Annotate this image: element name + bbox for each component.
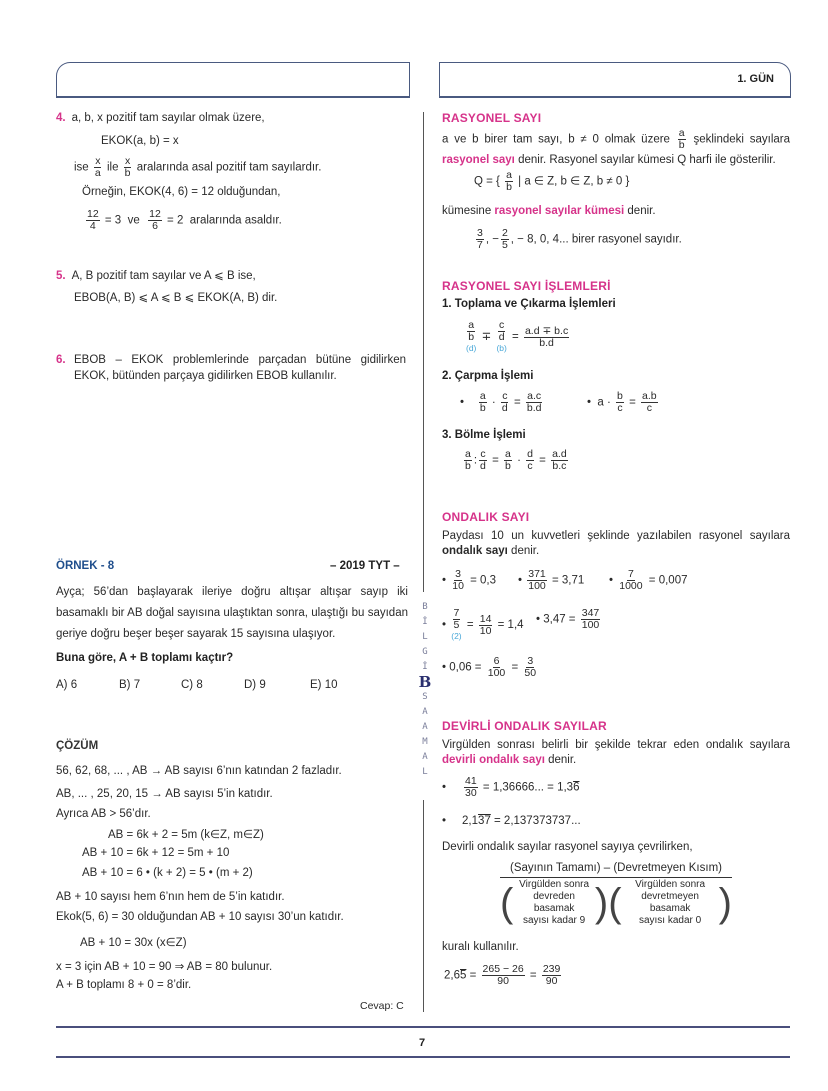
denominator: b	[468, 331, 475, 343]
devirli-rule-fraction	[500, 862, 732, 927]
text: a ·	[597, 396, 611, 409]
numerator: c	[480, 448, 486, 460]
highlight-term: devirli ondalık sayı	[442, 754, 545, 766]
option-e: E) 10	[310, 679, 338, 691]
item-4-line1	[56, 112, 265, 124]
operator: =	[629, 396, 636, 409]
devirli-final-example	[444, 964, 563, 987]
repeating-digits: 37	[478, 815, 491, 827]
numerator: c	[502, 390, 508, 402]
highlight-term: rasyonel sayı	[442, 154, 515, 166]
value: = 3,71	[551, 574, 585, 587]
denominator: 90	[497, 975, 509, 987]
formula-carpma-1	[460, 391, 544, 414]
bullet: •	[442, 815, 447, 827]
repeating-digits: 6	[573, 781, 580, 794]
text: Q = {	[474, 175, 500, 188]
repeating-digits: 5	[460, 969, 467, 982]
ondalik-example-3	[609, 569, 688, 592]
rasyonel-paragraph	[442, 128, 790, 169]
devirli-example-1	[442, 776, 579, 799]
option-a: A) 6	[56, 679, 78, 691]
example-source: – 2019 TYT –	[330, 560, 400, 572]
bullet: •	[587, 396, 592, 409]
numerator: a	[505, 448, 511, 460]
footer-rule-bottom	[56, 1056, 790, 1058]
ondalik-paragraph	[442, 529, 790, 559]
operator: =	[513, 396, 521, 409]
text: denir.	[511, 545, 540, 557]
paren-left: (	[608, 881, 622, 925]
brand-letter: A	[422, 752, 428, 762]
formula-carpma-2	[587, 391, 660, 414]
denominator: b	[124, 167, 131, 179]
denominator: 1000	[619, 580, 643, 592]
solution-line: AB + 10 = 6 • (k + 2) = 5 • (m + 2)	[82, 867, 253, 879]
numerator: x	[124, 155, 131, 167]
text: = 2	[167, 214, 184, 227]
numerator: a	[678, 127, 685, 139]
operator: ·	[491, 396, 496, 409]
text: 2,6	[444, 969, 460, 982]
footer-rule-top	[56, 1026, 790, 1028]
bullet: •	[536, 613, 541, 626]
text: ve	[127, 214, 140, 227]
day-label: 1. GÜN	[737, 73, 774, 85]
fraction	[618, 569, 643, 592]
numerator: 265 − 26	[482, 963, 524, 975]
denominator: 5	[453, 619, 460, 631]
expansion-hint: (2)	[451, 631, 462, 641]
brand-letter: A	[422, 722, 428, 732]
column-divider-top	[423, 112, 424, 592]
fraction	[479, 391, 487, 414]
set-definition	[474, 170, 629, 193]
numerator: a	[465, 448, 471, 460]
item-4-example-fracs	[84, 209, 282, 232]
denominator: 50	[524, 667, 537, 679]
text: sayısı kadar 9	[522, 915, 586, 926]
bullet: •	[442, 661, 447, 674]
denominator: b	[506, 181, 512, 193]
numerator: c	[499, 319, 505, 331]
item-4-line3	[74, 156, 321, 179]
solution-line: AB = 6k + 2 = 5m (k∈Z, m∈Z)	[108, 829, 264, 841]
denominator: d	[480, 460, 486, 472]
text: devreden basamak	[533, 891, 575, 914]
denominator: 100	[528, 580, 546, 592]
numerator: 12	[149, 208, 161, 220]
brand-letter: L	[422, 767, 428, 777]
denominator: b	[505, 460, 511, 472]
side-brand	[418, 600, 432, 780]
denominator: 5	[501, 239, 508, 251]
rule-denominator-part-1	[500, 879, 608, 927]
heading-ondalik: ONDALIK SAYI	[442, 510, 530, 524]
text: = 2,137373737...	[490, 815, 581, 827]
bullet: •	[460, 396, 465, 409]
fraction	[476, 228, 484, 251]
fraction	[86, 209, 100, 232]
fraction	[524, 326, 569, 349]
text: kümesine	[442, 205, 492, 217]
item-number: 6.	[56, 354, 66, 366]
brand-letter: B	[422, 602, 428, 612]
numerator: 239	[542, 963, 561, 975]
header-right-box	[439, 62, 791, 98]
numerator: 7	[627, 568, 634, 580]
fraction	[504, 449, 512, 472]
item-5-line2: EBOB(A, B) ⩽ A ⩽ B ⩽ EKOK(A, B) dir.	[74, 292, 278, 304]
denominator: b	[479, 402, 486, 414]
paren-content	[622, 879, 719, 927]
numerator: b	[617, 390, 623, 402]
operator: =	[492, 454, 499, 467]
item-6	[56, 352, 406, 384]
text: Virgülden sonra	[519, 879, 590, 890]
solution-line: AB, ... , 25, 20, 15 → AB sayısı 5’in katıdır.	[56, 788, 273, 800]
bullet: •	[442, 574, 447, 587]
text: ile	[106, 161, 119, 174]
column-divider-bottom	[423, 800, 424, 1012]
denominator: 90	[545, 975, 558, 987]
numerator: 41	[465, 775, 477, 787]
highlight-term: ondalık sayı	[442, 545, 508, 557]
operator: ·	[517, 454, 521, 467]
text: devretmeyen basamak	[641, 891, 699, 914]
value: = 1,4	[497, 619, 524, 632]
text: şeklindeki sayılara	[693, 133, 791, 146]
numerator: 3	[455, 568, 461, 580]
item-text: A, B pozitif tam sayılar ve A ⩽ B ise,	[71, 270, 256, 282]
denominator: c	[617, 402, 623, 414]
fraction	[451, 569, 465, 592]
denominator: c	[527, 460, 533, 472]
operator: :	[473, 454, 478, 467]
brand-letter: L	[422, 632, 428, 642]
fraction	[551, 449, 568, 472]
option-b: B) 7	[119, 679, 141, 691]
numerator: a.c	[527, 390, 542, 402]
formula-bolme	[462, 449, 570, 472]
formula-toplama	[464, 320, 571, 354]
paren-right: )	[594, 881, 609, 925]
numerator: 7	[453, 607, 460, 619]
operator: =	[466, 619, 474, 632]
numerator: a.d	[552, 448, 567, 460]
fraction	[479, 449, 487, 472]
fraction	[124, 156, 132, 179]
rule-denominator-part-2	[608, 879, 732, 927]
denominator: a	[94, 167, 101, 179]
heading-devirli: DEVİRLİ ONDALIK SAYILAR	[442, 719, 607, 733]
solution-line: 56, 62, 68, ... , AB → AB sayısı 6’nın katından 2 fazladır.	[56, 765, 342, 777]
expansion-hint: (d)	[466, 343, 477, 353]
rasyonel-set-line	[442, 205, 656, 217]
value: = 0,007	[648, 574, 688, 587]
paren-content	[513, 879, 595, 927]
ondalik-example-4	[442, 608, 524, 642]
text: 3,47 =	[543, 613, 576, 626]
ondalik-example-5	[536, 608, 602, 631]
brand-letter: A	[422, 707, 428, 717]
solution-line: Ayrıca AB > 56’dır.	[56, 808, 151, 820]
bullet: •	[609, 574, 614, 587]
denominator: 30	[465, 787, 477, 799]
text: a ve b birer tam sayı, b ≠ 0 olmak üzere	[442, 133, 670, 146]
answer-label: Cevap: C	[360, 1000, 404, 1012]
operator: ∓	[481, 331, 492, 344]
item-number: 4.	[56, 112, 66, 124]
devirli-rule-intro: Devirli ondalık sayılar rasyonel sayıya çevrilirken,	[442, 841, 693, 853]
text: = 3	[104, 214, 122, 227]
numerator: 2	[501, 227, 508, 239]
fraction	[505, 170, 513, 193]
heading-rasyonel: RASYONEL SAYI	[442, 111, 542, 125]
devirli-paragraph	[442, 738, 790, 768]
numerator: a.b	[642, 390, 657, 402]
item-4-example: Örneğin, EKOK(4, 6) = 12 olduğundan,	[82, 186, 281, 198]
denominator: d	[498, 331, 505, 343]
bullet: •	[442, 781, 447, 794]
fraction	[678, 128, 686, 151]
operator: =	[511, 661, 519, 674]
text: sayısı kadar 0	[638, 915, 702, 926]
operator: =	[529, 969, 537, 982]
subheading-toplama: 1. Toplama ve Çıkarma İşlemleri	[442, 298, 616, 310]
ondalik-example-1	[442, 569, 496, 592]
solution-line: A + B toplamı 8 + 0 = 8’dir.	[56, 979, 192, 991]
text: Virgülden sonra	[635, 879, 706, 890]
brand-letter: G	[422, 647, 428, 657]
fraction	[616, 391, 624, 414]
devirli-rule-outro: kuralı kullanılır.	[442, 941, 519, 953]
fraction	[479, 614, 493, 637]
numerator: a.d ∓ b.c	[524, 324, 569, 337]
rule-numerator: (Sayının Tamamı) – (Devretmeyen Kısım)	[500, 862, 732, 878]
fraction	[451, 608, 461, 642]
denominator: b.d	[526, 402, 542, 414]
example-title: ÖRNEK - 8	[56, 560, 115, 572]
item-4-formula: EKOK(a, b) = x	[101, 135, 179, 147]
paren-right: )	[718, 881, 732, 925]
fraction	[526, 449, 534, 472]
highlight-term: rasyonel sayılar kümesi	[494, 205, 625, 217]
bullet: •	[442, 619, 447, 632]
denominator: d	[501, 402, 508, 414]
text: 0,06 =	[449, 661, 482, 674]
fraction	[148, 209, 162, 232]
text: , − 8, 0, 4... birer rasyonel sayıdır.	[510, 233, 682, 246]
denominator: b	[678, 139, 685, 151]
numerator: x	[95, 155, 101, 167]
subheading-carpma: 2. Çarpma İşlemi	[442, 370, 534, 382]
item-text: a, b, x pozitif tam sayılar olmak üzere,	[71, 112, 265, 124]
denominator: b.c	[552, 460, 567, 472]
fraction	[464, 776, 478, 799]
fraction	[496, 320, 506, 354]
text: = 1,36666... = 1,3	[482, 781, 574, 794]
fraction	[581, 608, 601, 631]
brand-logo-icon: B	[418, 673, 432, 691]
numerator: 3	[477, 227, 483, 239]
numerator: a	[468, 319, 475, 331]
page-number: 7	[419, 1037, 426, 1049]
numerator: 12	[87, 208, 99, 220]
rule-denominator	[500, 879, 732, 927]
denominator: 100	[487, 667, 506, 679]
fraction	[526, 391, 543, 414]
numerator: 371	[528, 568, 546, 580]
fraction	[501, 391, 509, 414]
item-5-line1	[56, 268, 256, 282]
item-number: 5.	[56, 270, 66, 282]
solution-title: ÇÖZÜM	[56, 740, 99, 752]
header-left-box	[56, 62, 410, 98]
option-d: D) 9	[244, 679, 266, 691]
solution-line: AB + 10 = 30x (x∈Z)	[80, 937, 187, 949]
text: Virgülden sonrası belirli bir şekilde tekrar eden ondalık sayılara	[442, 739, 790, 751]
brand-letter: İ	[422, 617, 428, 627]
fraction	[482, 964, 525, 987]
brand-letter: S	[422, 692, 428, 702]
numerator: 347	[581, 607, 600, 619]
numerator: a	[479, 390, 486, 402]
text: Paydası 10 un kuvvetleri şeklinde yazılabilen rasyonel sayılara	[442, 530, 790, 542]
denominator: c	[646, 402, 652, 414]
text: | a ∈ Z, b ∈ Z, b ≠ 0 }	[518, 175, 630, 188]
denominator: 100	[581, 619, 600, 631]
denominator: 10	[479, 624, 492, 637]
devirli-example-2	[442, 815, 581, 827]
fraction	[94, 156, 102, 179]
brand-letter: İ	[422, 662, 428, 672]
numerator: 6	[493, 655, 500, 667]
ondalik-example-2	[518, 569, 584, 592]
operator: =	[469, 969, 477, 982]
text: aralarında asaldır.	[189, 214, 282, 227]
fraction	[641, 391, 658, 414]
solution-line: AB + 10 sayısı hem 6’nın hem de 5’in katıdır.	[56, 891, 285, 903]
numerator: a	[506, 169, 512, 181]
fraction	[501, 228, 509, 251]
operator: =	[512, 331, 519, 344]
numerator: 3	[527, 655, 534, 667]
denominator: 4	[89, 220, 96, 232]
text: 2,1	[462, 815, 479, 827]
text: ise	[74, 161, 89, 174]
operator: =	[539, 454, 546, 467]
rasyonel-examples	[474, 228, 682, 251]
fraction	[523, 656, 537, 679]
option-c: C) 8	[181, 679, 203, 691]
subheading-bolme: 3. Bölme İşlemi	[442, 429, 526, 441]
text: denir.	[627, 205, 656, 217]
text: aralarında asal pozitif tam sayılardır.	[136, 161, 322, 174]
denominator: b	[465, 460, 471, 472]
denominator: 7	[477, 239, 483, 251]
text: , −	[485, 233, 499, 246]
bullet: •	[518, 574, 523, 587]
fraction	[466, 320, 476, 354]
fraction	[487, 656, 507, 679]
expansion-hint: (b)	[496, 343, 507, 353]
numerator: 14	[479, 612, 492, 625]
denominator: 6	[152, 220, 158, 232]
denominator: 10	[452, 580, 464, 592]
example-text: Ayça; 56’dan başlayarak ileriye doğru altışar altışar sayıp iki basamaklı bir AB doğal sayısına ulaştıktan sonra, ulaştığı bu sayıdan geriye doğru beşer beşer sayarak 15 sayısına ulaşıyor.	[56, 586, 408, 640]
value: = 0,3	[470, 574, 497, 587]
text: denir. Rasyonel sayılar kümesi Q harfi ile gösterilir.	[518, 154, 776, 166]
example-question: Buna göre, A + B toplamı kaçtır?	[56, 652, 234, 664]
fraction	[464, 449, 472, 472]
solution-line: AB + 10 = 6k + 12 = 5m + 10	[82, 847, 230, 859]
ondalik-example-6	[442, 656, 539, 679]
fraction	[542, 964, 562, 987]
numerator: d	[527, 448, 533, 460]
solution-line: x = 3 için AB + 10 = 90 ⇒ AB = 80 bulunur.	[56, 961, 273, 973]
heading-islemler: RASYONEL SAYI İŞLEMLERİ	[442, 279, 611, 293]
text: denir.	[548, 754, 577, 766]
solution-line: Ekok(5, 6) = 30 olduğundan AB + 10 sayısı 30’un katıdır.	[56, 911, 344, 923]
fraction	[527, 569, 547, 592]
paren-left: (	[500, 881, 514, 925]
denominator: b.d	[539, 336, 554, 349]
brand-letter: M	[422, 737, 428, 747]
item-text: EBOB – EKOK problemlerinde parçadan bütüne gidilirken EKOK, bütünden parçaya gidilirken EBOB kullanılır.	[74, 354, 406, 382]
